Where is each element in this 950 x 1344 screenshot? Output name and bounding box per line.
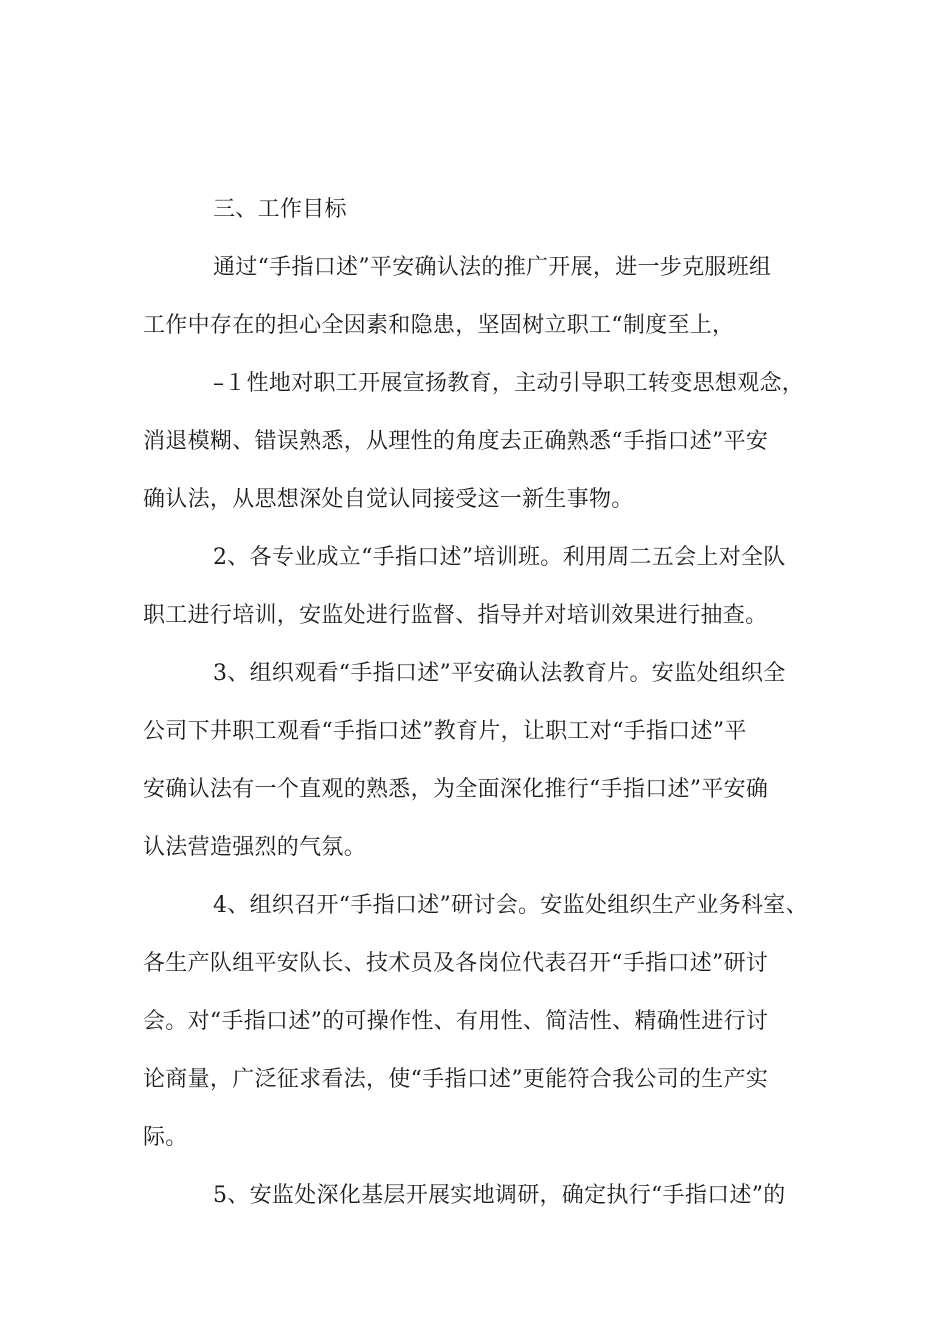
- paragraph-line: 论商量，广泛征求看法，使“手指口述”更能符合我公司的生产实: [143, 1067, 769, 1092]
- paragraph-line: 各生产队组平安队长、技术员及各岗位代表召开“手指口述”研讨: [143, 951, 769, 976]
- paragraph-line: 4、组织召开“手指口述”研讨会。安监处组织生产业务科室、: [213, 893, 808, 918]
- paragraph-line: 职工进行培训，安监处进行监督、指导并对培训效果进行抽查。: [143, 603, 768, 628]
- paragraph-line: 认法营造强烈的气氛。: [143, 835, 367, 860]
- paragraph-line: 安确认法有一个直观的熟悉，为全面深化推行“手指口述”平安确: [143, 777, 769, 802]
- paragraph-line: –１性地对职工开展宣扬教育，主动引导职工转变思想观念，: [213, 371, 805, 396]
- paragraph-line: 工作中存在的担心全因素和隐患，坚固树立职工“制度至上，: [143, 313, 735, 338]
- paragraph-line: 通过“手指口述”平安确认法的推广开展，进一步克服班组: [213, 255, 772, 280]
- paragraph-line: 3、组织观看“手指口述”平安确认法教育片。安监处组织全: [213, 661, 786, 686]
- section-heading: 三、工作目标: [213, 197, 347, 222]
- paragraph-line: 确认法，从思想深处自觉认同接受这一新生事物。: [143, 487, 634, 512]
- paragraph-line: 2、各专业成立“手指口述”培训班。利用周二五会上对全队: [213, 545, 786, 570]
- paragraph-line: 5、安监处深化基层开展实地调研，确定执行“手指口述”的: [213, 1183, 786, 1208]
- paragraph-line: 消退模糊、错误熟悉，从理性的角度去正确熟悉“手指口述”平安: [143, 429, 769, 454]
- paragraph-line: 际。: [143, 1125, 188, 1150]
- paragraph-line: 会。对“手指口述”的可操作性、有用性、简洁性、精确性进行讨: [143, 1009, 769, 1034]
- paragraph-line: 公司下井职工观看“手指口述”教育片，让职工对“手指口述”平: [143, 719, 747, 744]
